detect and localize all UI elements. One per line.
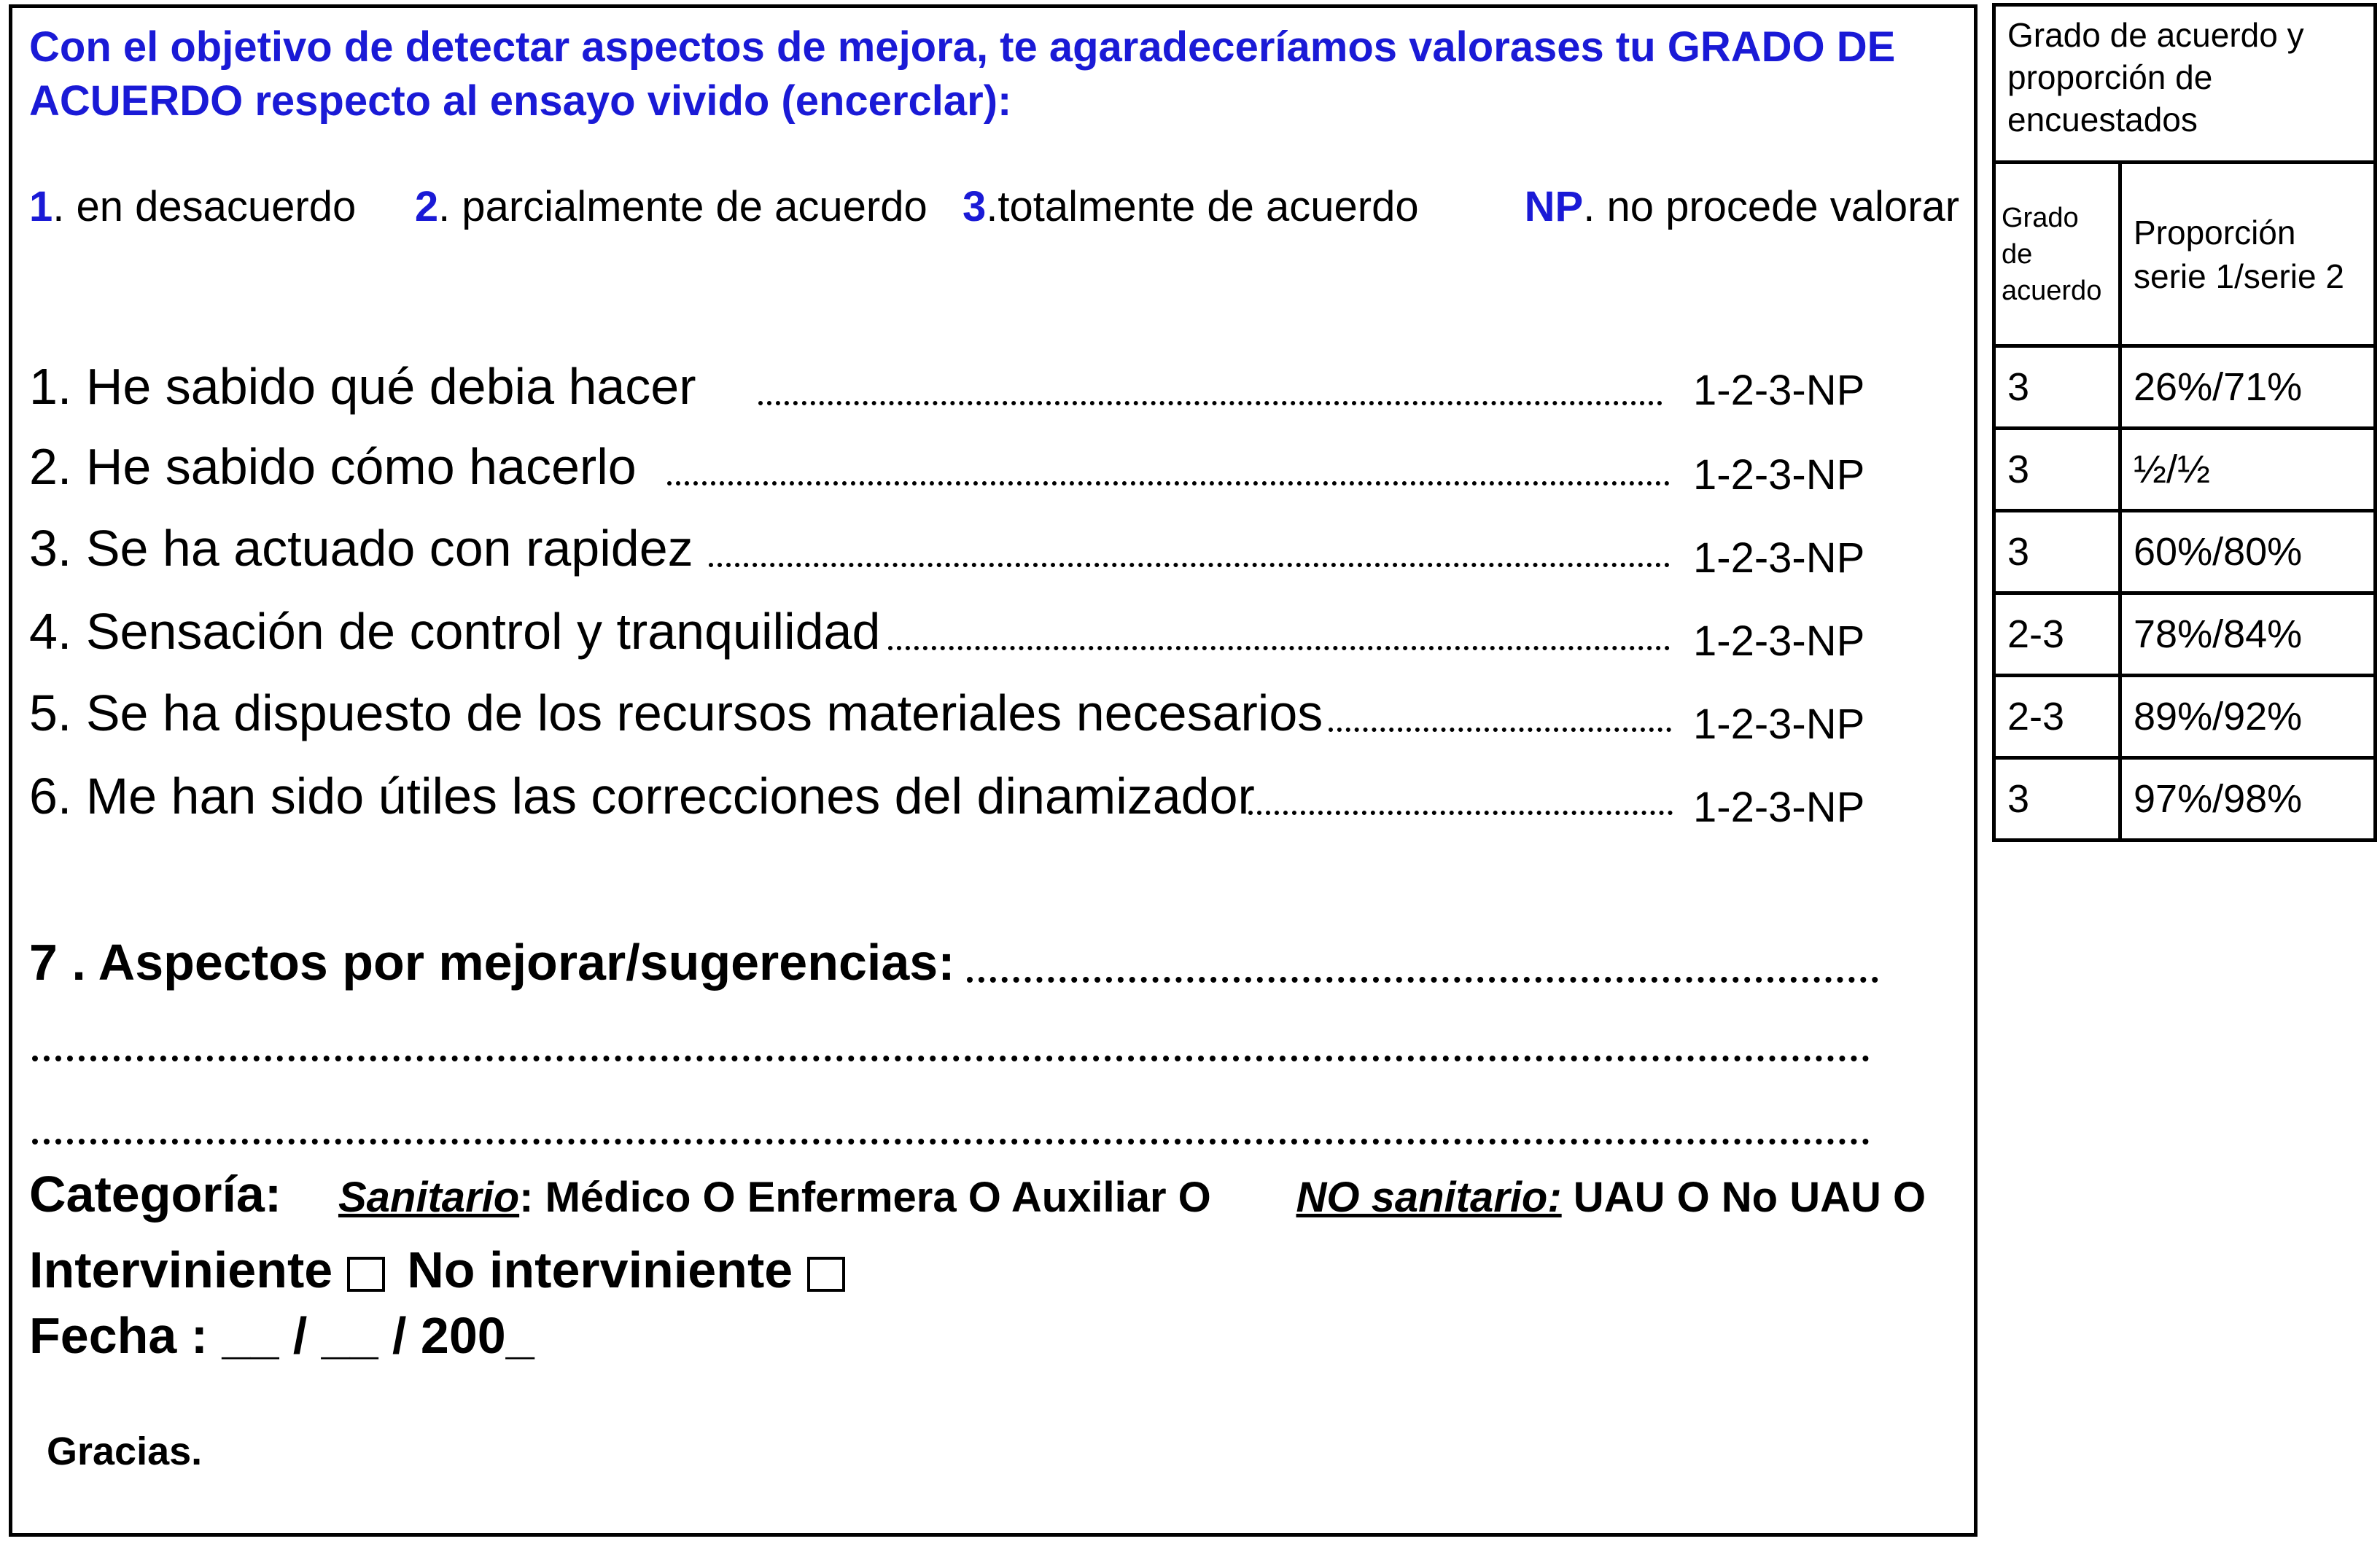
- scale-key-3: 3: [962, 183, 987, 230]
- question-6-dots: [1248, 811, 1673, 815]
- scale-key-np: NP: [1524, 183, 1584, 230]
- grado-cell: 3: [1994, 429, 2120, 511]
- question-6-options[interactable]: 1-2-3-NP: [1693, 784, 1865, 831]
- sanitario-label: Sanitario: [338, 1174, 520, 1221]
- no-interviniente-label: No interviniente: [407, 1241, 793, 1298]
- question-3-dots: [709, 563, 1670, 567]
- question-4-dots: [888, 646, 1670, 650]
- intro-text: Con el objetivo de detectar aspectos de mejora, te agaradeceríamos valorases tu GRADO DE ACUERDO respecto al ensayo vivido (encerclar):: [29, 23, 1896, 125]
- interviniente-checkbox[interactable]: [347, 1257, 385, 1292]
- question-4: 4. Sensación de control y tranquilidad: [29, 603, 881, 660]
- category-label: Categoría:: [29, 1166, 282, 1223]
- grado-cell: 2-3: [1994, 593, 2120, 676]
- prop-cell: 78%/84%: [2120, 593, 2376, 676]
- prop-cell: ½/½: [2120, 429, 2376, 511]
- date-field[interactable]: Fecha : __ / __ / 200_: [29, 1307, 534, 1364]
- prop-cell: 97%/98%: [2120, 758, 2376, 841]
- no-interviniente-checkbox[interactable]: [807, 1257, 845, 1292]
- interviniente-label: Interviniente: [29, 1241, 333, 1298]
- summary-table: [1992, 3, 2377, 842]
- thanks-text: Gracias.: [47, 1430, 203, 1473]
- sanitario-options[interactable]: Médico O Enfermera O Auxiliar O: [545, 1174, 1211, 1221]
- prop-cell: 26%/71%: [2120, 346, 2376, 429]
- question-3-options[interactable]: 1-2-3-NP: [1693, 534, 1865, 582]
- question-1-options[interactable]: 1-2-3-NP: [1693, 367, 1865, 414]
- question-5: 5. Se ha dispuesto de los recursos materiales necesarios: [29, 685, 1323, 741]
- col-prop-header: Proporción serie 1/serie 2: [2120, 163, 2376, 346]
- suggestions-line-2[interactable]: [32, 1056, 1870, 1061]
- question-1-dots: [758, 401, 1662, 405]
- grado-cell: 3: [1994, 511, 2120, 593]
- prop-cell: 89%/92%: [2120, 676, 2376, 758]
- question-6: 6. Me han sido útiles las correcciones del dinamizador: [29, 768, 1255, 824]
- question-2-options[interactable]: 1-2-3-NP: [1693, 451, 1865, 499]
- grado-cell: 3: [1994, 758, 2120, 841]
- question-2: 2. He sabido cómo hacerlo: [29, 438, 637, 495]
- scale-text-1: . en desacuerdo: [52, 183, 357, 230]
- grado-cell: 3: [1994, 346, 2120, 429]
- table-row: [1994, 593, 2376, 676]
- suggestions-line-3[interactable]: [32, 1139, 1870, 1145]
- suggestions-label: 7 . Aspectos por mejorar/sugerencias:: [29, 934, 955, 991]
- category-row: Categoría: Sanitario: Médico O Enfermera O Auxiliar O NO sanitario: UAU O No UAU O: [29, 1166, 1926, 1223]
- prop-cell: 60%/80%: [2120, 511, 2376, 593]
- table-row: [1994, 676, 2376, 758]
- question-1: 1. He sabido qué debia hacer: [29, 358, 696, 415]
- scale-key-1: 1: [29, 183, 53, 230]
- question-5-options[interactable]: 1-2-3-NP: [1693, 701, 1865, 748]
- table-row: [1994, 758, 2376, 841]
- question-5-dots: [1329, 728, 1671, 732]
- scale-key-2: 2: [414, 183, 439, 230]
- scale-text-2: . parcialmente de acuerdo: [438, 183, 928, 230]
- suggestions-line-1[interactable]: [967, 977, 1878, 983]
- table-row: [1994, 346, 2376, 429]
- scale-text-3: .totalmente de acuerdo: [986, 183, 1419, 230]
- no-sanitario-label: NO sanitario:: [1296, 1174, 1562, 1221]
- summary-title: Grado de acuerdo y proporción de encuestados: [1994, 5, 2376, 163]
- scale-text-np: . no procede valorar: [1583, 183, 1960, 230]
- col-grado-header: Grado de acuerdo: [1994, 163, 2120, 346]
- rating-scale: [29, 182, 1959, 231]
- grado-cell: 2-3: [1994, 676, 2120, 758]
- table-row: [1994, 429, 2376, 511]
- interviniente-row: [29, 1241, 867, 1299]
- no-sanitario-options[interactable]: UAU O No UAU O: [1573, 1174, 1926, 1221]
- table-row: [1994, 511, 2376, 593]
- question-4-options[interactable]: 1-2-3-NP: [1693, 617, 1865, 665]
- question-2-dots: [667, 481, 1670, 486]
- question-3: 3. Se ha actuado con rapidez: [29, 520, 693, 577]
